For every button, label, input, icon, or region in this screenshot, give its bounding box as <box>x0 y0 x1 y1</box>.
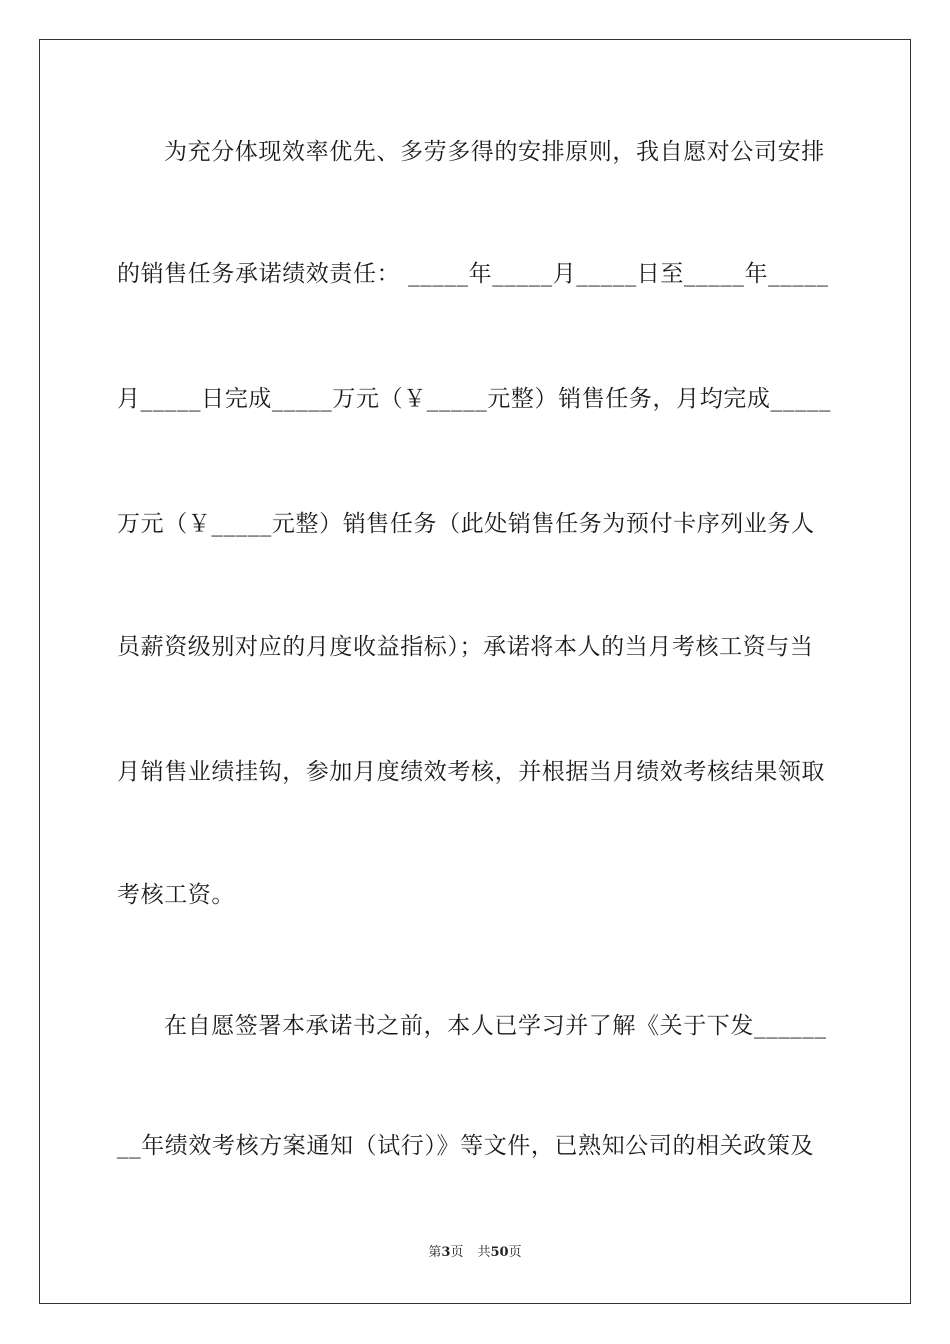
paragraph-2-line-1: 在自愿签署本承诺书之前，本人已学习并了解《关于下发______ <box>164 1013 827 1039</box>
page-footer <box>0 1244 950 1262</box>
paragraph-2-line-2: __年绩效考核方案通知（试行）》等文件，已熟知公司的相关政策及 <box>117 1133 815 1159</box>
total-suffix: 页 <box>508 1245 522 1260</box>
page-prefix: 第 <box>428 1245 442 1260</box>
total-pages: 50 <box>490 1245 509 1260</box>
paragraph-1-line-5: 员薪资级别对应的月度收益指标）；承诺将本人的当月考核工资与当 <box>117 634 814 660</box>
page-suffix: 页 <box>450 1245 464 1260</box>
total-prefix: 共 <box>477 1245 491 1260</box>
paragraph-1-line-6: 月销售业绩挂钩，参加月度绩效考核，并根据当月绩效考核结果领取 <box>117 759 825 785</box>
page-number: 3 <box>441 1245 451 1260</box>
paragraph-1-line-4: 万元（￥_____元整）销售任务（此处销售任务为预付卡序列业务人 <box>117 511 815 537</box>
paragraph-1-line-3: 月_____日完成_____万元（￥_____元整）销售任务，月均完成_____ <box>117 386 831 412</box>
paragraph-1-line-2: 的销售任务承诺绩效责任： _____年_____月_____日至_____年_____ <box>117 261 829 287</box>
page-border <box>39 39 911 1304</box>
paragraph-1-line-1: 为充分体现效率优先、多劳多得的安排原则，我自愿对公司安排 <box>164 139 825 165</box>
paragraph-1-line-7: 考核工资。 <box>117 882 235 908</box>
